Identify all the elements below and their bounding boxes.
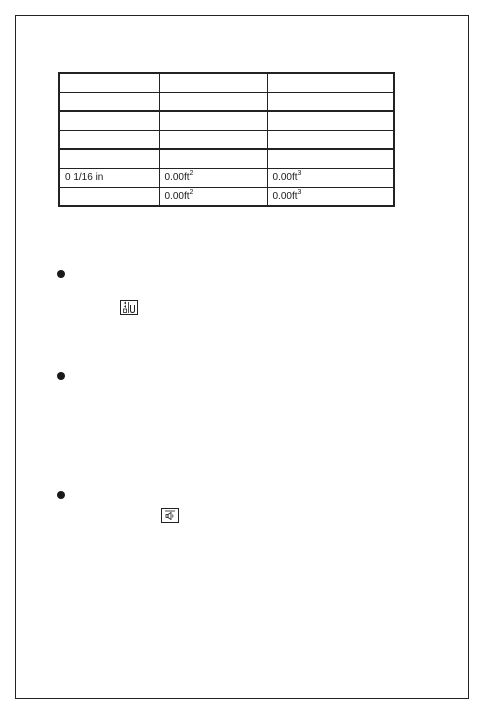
bullet-icon [57, 270, 65, 278]
table-cell [59, 111, 159, 130]
table-cell [159, 149, 267, 168]
speaker-key-icon [161, 508, 179, 523]
unit-toggle-key-icon [120, 300, 138, 315]
table-cell [159, 130, 267, 149]
table-cell [159, 73, 267, 92]
table-cell [159, 111, 267, 130]
table-cell [159, 92, 267, 111]
volume-cell [267, 187, 394, 206]
area-exponent: 2 [189, 188, 194, 196]
table-row [59, 111, 394, 130]
table-cell [59, 149, 159, 168]
bullet-icon [57, 372, 65, 380]
table-row [59, 168, 394, 187]
table-row [59, 73, 394, 92]
area-value: 0.00ft [164, 172, 190, 183]
volume-value: 0.00ft [272, 190, 298, 202]
volume-cell [267, 168, 394, 187]
table-cell [59, 187, 159, 206]
table-cell [267, 111, 394, 130]
area-value: 0.00ft [164, 190, 190, 202]
volume-exponent: 3 [297, 188, 302, 196]
area-cell [159, 168, 267, 187]
table-cell [59, 130, 159, 149]
area-cell [159, 187, 267, 206]
table-row [59, 149, 394, 168]
volume-exponent: 3 [297, 170, 302, 177]
table-cell [59, 92, 159, 111]
area-exponent: 2 [189, 170, 194, 177]
table-cell [267, 149, 394, 168]
table-cell [59, 73, 159, 92]
bullet-icon [57, 491, 65, 499]
table-cell [267, 92, 394, 111]
table-row [59, 92, 394, 111]
table-row [59, 130, 394, 149]
table-row [59, 187, 394, 206]
volume-value: 0.00ft [272, 172, 298, 183]
table-cell [267, 73, 394, 92]
units-table [58, 72, 395, 207]
resolution-cell: 0 1/16 in [59, 168, 159, 187]
table-cell [267, 130, 394, 149]
